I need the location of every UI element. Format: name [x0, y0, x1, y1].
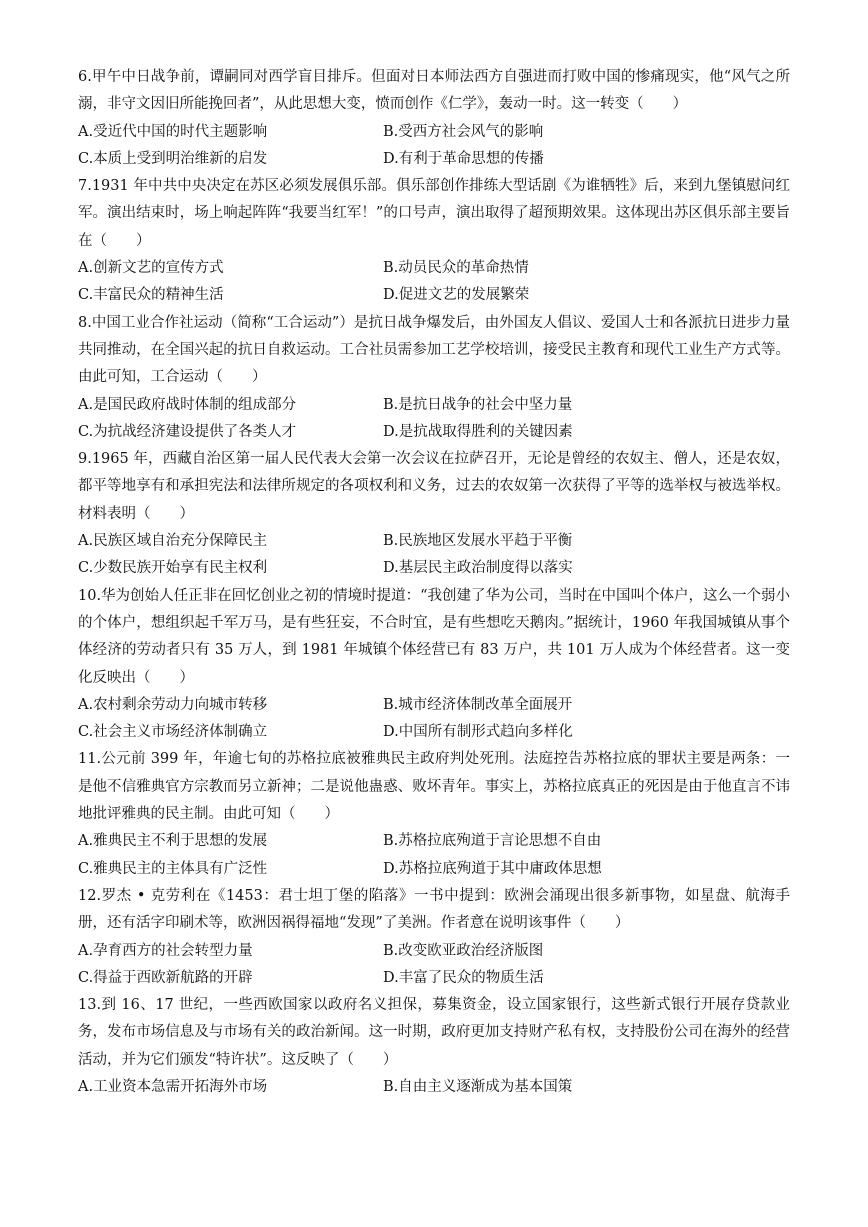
option-a: A.雅典民主不利于思想的发展 [78, 833, 268, 850]
option-b: B.城市经济体制改革全面展开 [383, 696, 573, 713]
option-a: A.民族区域自治充分保障民主 [78, 533, 268, 550]
option-c: C.丰富民众的精神生活 [78, 287, 224, 304]
question-stem: 13.到 16、17 世纪，一些西欧国家以政府名义担保，募集资金，设立国家银行，这些新式银行开展存贷款业务，发布市场信息及与市场有关的政治新闻。这一时期，政府更加支持财产私有权，支持股份公司在海外的经营活动，并为它们颁发“特许状”。这反映了（ ） [78, 997, 790, 1068]
option-c: C.雅典民主的主体具有广泛性 [78, 860, 268, 877]
option-grid [78, 828, 790, 883]
question-8 [78, 310, 790, 446]
option-d: D.中国所有制形式趋向多样化 [383, 724, 573, 741]
option-grid [78, 692, 790, 747]
question-11 [78, 746, 790, 882]
option-grid [78, 119, 790, 174]
option-a: A.是国民政府战时体制的组成部分 [78, 396, 297, 413]
option-b: B.民族地区发展水平趋于平衡 [383, 533, 573, 550]
option-c: C.少数民族开始享有民主权利 [78, 560, 268, 577]
option-grid [78, 392, 790, 447]
question-stem: 9.1965 年，西藏自治区第一届人民代表大会第一次会议在拉萨召开，无论是曾经的农奴主、僧人，还是农奴，都平等地享有和承担宪法和法律所规定的各项权利和义务，过去的农奴第一次获得了平等的选举权与被选举权。材料表明（ ） [78, 451, 790, 522]
option-d: D.有利于革命思想的传播 [383, 150, 544, 167]
question-7 [78, 173, 790, 309]
option-d: D.是抗战取得胜利的关键因素 [383, 423, 573, 440]
option-b: B.是抗日战争的社会中坚力量 [383, 396, 573, 413]
question-stem: 10.华为创始人任正非在回忆创业之初的情境时提道：“我创建了华为公司，当时在中国叫个体户，这么一个弱小的个体户，想组织起千军万马，是有些狂妄，不合时宜，是有些想吃天鹅肉。”据统计，1960 年我国城镇从事个体经济的劳动者只有 35 万人，到 1981 年城镇个体经营已有 83 万户，共 101 万人成为个体经营者。这一变化反映出（ ） [78, 587, 790, 686]
option-grid [78, 528, 790, 583]
option-c: C.社会主义市场经济体制确立 [78, 724, 268, 741]
option-grid [78, 1074, 790, 1101]
option-grid [78, 255, 790, 310]
option-b: B.改变欧亚政治经济版图 [383, 942, 544, 959]
question-10 [78, 583, 790, 747]
option-b: B.苏格拉底殉道于言论思想不自由 [383, 833, 602, 850]
option-grid [78, 938, 790, 993]
question-stem: 7.1931 年中共中央决定在苏区必须发展俱乐部。俱乐部创作排练大型话剧《为谁牺牲》后，来到九堡镇慰问红军。演出结束时，场上响起阵阵“我要当红军！”的口号声，演出取得了超预期效果。这体现出苏区俱乐部主要旨在（ ） [78, 178, 790, 249]
option-b: B.动员民众的革命热情 [383, 260, 529, 277]
option-d: D.基层民主政治制度得以落实 [383, 560, 573, 577]
question-13 [78, 992, 790, 1101]
option-b: B.自由主义逐渐成为基本国策 [383, 1078, 573, 1095]
question-12 [78, 883, 790, 992]
option-b: B.受西方社会风气的影响 [383, 123, 544, 140]
question-6 [78, 64, 790, 173]
option-c: C.本质上受到明治维新的启发 [78, 150, 268, 167]
option-a: A.农村剩余劳动力向城市转移 [78, 696, 268, 713]
option-a: A.创新文艺的宣传方式 [78, 260, 224, 277]
option-a: A.孕育西方的社会转型力量 [78, 942, 253, 959]
question-stem: 6.甲午中日战争前，谭嗣同对西学盲目排斥。但面对日本师法西方自强进而打败中国的惨痛现实，他“风气之所溺，非守文因旧所能挽回者”，从此思想大变，愤而创作《仁学》，轰动一时。这一转变（ ） [78, 69, 790, 113]
question-stem: 11.公元前 399 年，年逾七旬的苏格拉底被雅典民主政府判处死刑。法庭控告苏格拉底的罪状主要是两条：一是他不信雅典官方宗教而另立新神；二是说他蛊惑、败坏青年。事实上，苏格拉底真正的死因是由于他直言不讳地批评雅典的民主制。由此可知（ ） [78, 751, 790, 823]
exam-page [78, 64, 790, 1101]
question-stem: 12.罗杰 • 克劳利在《1453：君士坦丁堡的陷落》一书中提到：欧洲会涌现出很多新事物，如星盘、航海手册，还有活字印刷术等，欧洲因祸得福地“发现”了美洲。作者意在说明该事件（ ） [78, 887, 790, 932]
option-d: D.丰富了民众的物质生活 [383, 969, 544, 986]
question-stem: 8.中国工业合作社运动（简称“工合运动”）是抗日战争爆发后，由外国友人倡议、爱国人士和各派抗日进步力量共同推动，在全国兴起的抗日自救运动。工合社员需参加工艺学校培训，接受民主教育和现代工业生产方式等。由此可知，工合运动（ ） [78, 314, 790, 386]
option-d: D.促进文艺的发展繁荣 [383, 287, 530, 304]
option-d: D.苏格拉底殉道于其中庸政体思想 [383, 860, 602, 877]
option-a: A.受近代中国的时代主题影响 [78, 123, 268, 140]
option-a: A.工业资本急需开拓海外市场 [78, 1078, 268, 1095]
option-c: C.为抗战经济建设提供了各类人才 [78, 423, 297, 440]
option-c: C.得益于西欧新航路的开辟 [78, 969, 253, 986]
question-9 [78, 446, 790, 582]
